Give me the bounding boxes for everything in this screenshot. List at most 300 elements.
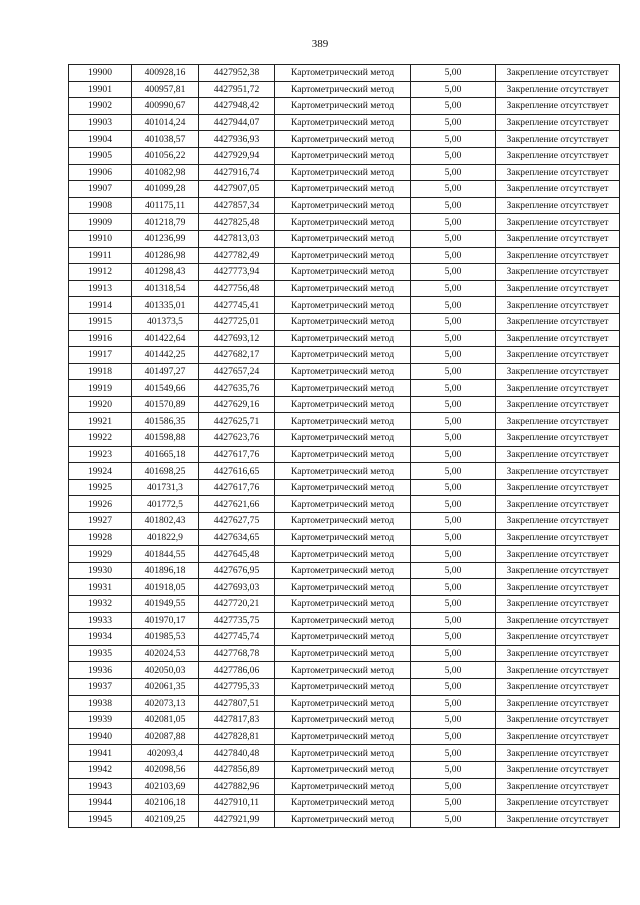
table-row xyxy=(69,363,620,380)
point-number-cell: 19902 xyxy=(69,98,132,115)
x-coordinate-cell: 401665,18 xyxy=(132,446,199,463)
y-coordinate-cell: 4427634,65 xyxy=(199,529,275,546)
method-cell: Картометрический метод xyxy=(275,197,411,214)
fixing-cell: Закрепление отсутствует xyxy=(496,347,620,364)
point-number-cell: 19941 xyxy=(69,745,132,762)
x-coordinate-cell: 401598,88 xyxy=(132,430,199,447)
method-cell: Картометрический метод xyxy=(275,280,411,297)
fixing-cell: Закрепление отсутствует xyxy=(496,761,620,778)
fixing-cell: Закрепление отсутствует xyxy=(496,496,620,513)
point-number-cell: 19921 xyxy=(69,413,132,430)
x-coordinate-cell: 401549,66 xyxy=(132,380,199,397)
accuracy-cell: 5,00 xyxy=(411,98,496,115)
fixing-cell: Закрепление отсутствует xyxy=(496,313,620,330)
table-row xyxy=(69,297,620,314)
accuracy-cell: 5,00 xyxy=(411,413,496,430)
table-row xyxy=(69,197,620,214)
table-row xyxy=(69,579,620,596)
y-coordinate-cell: 4427882,96 xyxy=(199,778,275,795)
fixing-cell: Закрепление отсутствует xyxy=(496,662,620,679)
table-row xyxy=(69,529,620,546)
fixing-cell: Закрепление отсутствует xyxy=(496,330,620,347)
method-cell: Картометрический метод xyxy=(275,164,411,181)
accuracy-cell: 5,00 xyxy=(411,81,496,98)
y-coordinate-cell: 4427627,75 xyxy=(199,513,275,530)
fixing-cell: Закрепление отсутствует xyxy=(496,463,620,480)
fixing-cell: Закрепление отсутствует xyxy=(496,695,620,712)
table-row xyxy=(69,380,620,397)
x-coordinate-cell: 401918,05 xyxy=(132,579,199,596)
accuracy-cell: 5,00 xyxy=(411,529,496,546)
point-number-cell: 19905 xyxy=(69,147,132,164)
accuracy-cell: 5,00 xyxy=(411,463,496,480)
accuracy-cell: 5,00 xyxy=(411,197,496,214)
accuracy-cell: 5,00 xyxy=(411,596,496,613)
x-coordinate-cell: 402073,13 xyxy=(132,695,199,712)
point-number-cell: 19929 xyxy=(69,546,132,563)
x-coordinate-cell: 401318,54 xyxy=(132,280,199,297)
table-row xyxy=(69,330,620,347)
fixing-cell: Закрепление отсутствует xyxy=(496,596,620,613)
method-cell: Картометрический метод xyxy=(275,562,411,579)
x-coordinate-cell: 401772,5 xyxy=(132,496,199,513)
y-coordinate-cell: 4427657,24 xyxy=(199,363,275,380)
x-coordinate-cell: 401373,5 xyxy=(132,313,199,330)
method-cell: Картометрический метод xyxy=(275,761,411,778)
x-coordinate-cell: 401570,89 xyxy=(132,396,199,413)
fixing-cell: Закрепление отсутствует xyxy=(496,546,620,563)
method-cell: Картометрический метод xyxy=(275,147,411,164)
x-coordinate-cell: 402050,03 xyxy=(132,662,199,679)
x-coordinate-cell: 402087,88 xyxy=(132,728,199,745)
y-coordinate-cell: 4427645,48 xyxy=(199,546,275,563)
fixing-cell: Закрепление отсутствует xyxy=(496,728,620,745)
table-row xyxy=(69,413,620,430)
x-coordinate-cell: 402093,4 xyxy=(132,745,199,762)
table-row xyxy=(69,778,620,795)
table-row xyxy=(69,247,620,264)
x-coordinate-cell: 401802,43 xyxy=(132,513,199,530)
point-number-cell: 19901 xyxy=(69,81,132,98)
y-coordinate-cell: 4427693,03 xyxy=(199,579,275,596)
accuracy-cell: 5,00 xyxy=(411,164,496,181)
table-row xyxy=(69,280,620,297)
x-coordinate-cell: 402109,25 xyxy=(132,811,199,828)
method-cell: Картометрический метод xyxy=(275,98,411,115)
accuracy-cell: 5,00 xyxy=(411,496,496,513)
x-coordinate-cell: 400990,67 xyxy=(132,98,199,115)
accuracy-cell: 5,00 xyxy=(411,546,496,563)
x-coordinate-cell: 401949,55 xyxy=(132,596,199,613)
table-row xyxy=(69,496,620,513)
y-coordinate-cell: 4427944,07 xyxy=(199,114,275,131)
table-row xyxy=(69,98,620,115)
method-cell: Картометрический метод xyxy=(275,181,411,198)
point-number-cell: 19912 xyxy=(69,264,132,281)
method-cell: Картометрический метод xyxy=(275,330,411,347)
accuracy-cell: 5,00 xyxy=(411,479,496,496)
method-cell: Картометрический метод xyxy=(275,297,411,314)
fixing-cell: Закрепление отсутствует xyxy=(496,579,620,596)
method-cell: Картометрический метод xyxy=(275,645,411,662)
table-row xyxy=(69,114,620,131)
accuracy-cell: 5,00 xyxy=(411,181,496,198)
y-coordinate-cell: 4427745,41 xyxy=(199,297,275,314)
table-row xyxy=(69,795,620,812)
fixing-cell: Закрепление отсутствует xyxy=(496,413,620,430)
fixing-cell: Закрепление отсутствует xyxy=(496,678,620,695)
y-coordinate-cell: 4427768,78 xyxy=(199,645,275,662)
fixing-cell: Закрепление отсутствует xyxy=(496,513,620,530)
x-coordinate-cell: 401335,01 xyxy=(132,297,199,314)
x-coordinate-cell: 400928,16 xyxy=(132,65,199,82)
y-coordinate-cell: 4427910,11 xyxy=(199,795,275,812)
table-row xyxy=(69,214,620,231)
method-cell: Картометрический метод xyxy=(275,612,411,629)
fixing-cell: Закрепление отсутствует xyxy=(496,795,620,812)
y-coordinate-cell: 4427725,01 xyxy=(199,313,275,330)
x-coordinate-cell: 402103,69 xyxy=(132,778,199,795)
table-row xyxy=(69,728,620,745)
x-coordinate-cell: 401298,43 xyxy=(132,264,199,281)
method-cell: Картометрический метод xyxy=(275,778,411,795)
accuracy-cell: 5,00 xyxy=(411,579,496,596)
accuracy-cell: 5,00 xyxy=(411,214,496,231)
point-number-cell: 19923 xyxy=(69,446,132,463)
method-cell: Картометрический метод xyxy=(275,446,411,463)
y-coordinate-cell: 4427693,12 xyxy=(199,330,275,347)
y-coordinate-cell: 4427720,21 xyxy=(199,596,275,613)
x-coordinate-cell: 401014,24 xyxy=(132,114,199,131)
fixing-cell: Закрепление отсутствует xyxy=(496,164,620,181)
accuracy-cell: 5,00 xyxy=(411,745,496,762)
fixing-cell: Закрепление отсутствует xyxy=(496,65,620,82)
table-row xyxy=(69,596,620,613)
x-coordinate-cell: 401236,99 xyxy=(132,230,199,247)
x-coordinate-cell: 401586,35 xyxy=(132,413,199,430)
y-coordinate-cell: 4427617,76 xyxy=(199,446,275,463)
point-number-cell: 19935 xyxy=(69,645,132,662)
method-cell: Картометрический метод xyxy=(275,496,411,513)
table-row xyxy=(69,264,620,281)
table-row xyxy=(69,131,620,148)
fixing-cell: Закрепление отсутствует xyxy=(496,612,620,629)
x-coordinate-cell: 401896,18 xyxy=(132,562,199,579)
y-coordinate-cell: 4427682,17 xyxy=(199,347,275,364)
point-number-cell: 19933 xyxy=(69,612,132,629)
table-row xyxy=(69,396,620,413)
point-number-cell: 19908 xyxy=(69,197,132,214)
method-cell: Картометрический метод xyxy=(275,529,411,546)
point-number-cell: 19939 xyxy=(69,712,132,729)
point-number-cell: 19925 xyxy=(69,479,132,496)
point-number-cell: 19945 xyxy=(69,811,132,828)
y-coordinate-cell: 4427857,34 xyxy=(199,197,275,214)
point-number-cell: 19913 xyxy=(69,280,132,297)
table-row xyxy=(69,446,620,463)
method-cell: Картометрический метод xyxy=(275,313,411,330)
accuracy-cell: 5,00 xyxy=(411,131,496,148)
fixing-cell: Закрепление отсутствует xyxy=(496,380,620,397)
point-number-cell: 19916 xyxy=(69,330,132,347)
accuracy-cell: 5,00 xyxy=(411,695,496,712)
accuracy-cell: 5,00 xyxy=(411,114,496,131)
point-number-cell: 19920 xyxy=(69,396,132,413)
table-row xyxy=(69,695,620,712)
y-coordinate-cell: 4427635,76 xyxy=(199,380,275,397)
y-coordinate-cell: 4427629,16 xyxy=(199,396,275,413)
table-row xyxy=(69,745,620,762)
accuracy-cell: 5,00 xyxy=(411,247,496,264)
x-coordinate-cell: 401422,64 xyxy=(132,330,199,347)
method-cell: Картометрический метод xyxy=(275,65,411,82)
fixing-cell: Закрепление отсутствует xyxy=(496,280,620,297)
y-coordinate-cell: 4427921,99 xyxy=(199,811,275,828)
table-row xyxy=(69,678,620,695)
fixing-cell: Закрепление отсутствует xyxy=(496,446,620,463)
point-number-cell: 19927 xyxy=(69,513,132,530)
x-coordinate-cell: 401218,79 xyxy=(132,214,199,231)
fixing-cell: Закрепление отсутствует xyxy=(496,479,620,496)
accuracy-cell: 5,00 xyxy=(411,678,496,695)
y-coordinate-cell: 4427623,76 xyxy=(199,430,275,447)
y-coordinate-cell: 4427948,42 xyxy=(199,98,275,115)
point-number-cell: 19944 xyxy=(69,795,132,812)
table-row xyxy=(69,629,620,646)
x-coordinate-cell: 401056,22 xyxy=(132,147,199,164)
fixing-cell: Закрепление отсутствует xyxy=(496,264,620,281)
x-coordinate-cell: 402061,35 xyxy=(132,678,199,695)
accuracy-cell: 5,00 xyxy=(411,513,496,530)
accuracy-cell: 5,00 xyxy=(411,297,496,314)
page-number: 389 xyxy=(311,38,329,50)
y-coordinate-cell: 4427621,66 xyxy=(199,496,275,513)
table-row xyxy=(69,463,620,480)
accuracy-cell: 5,00 xyxy=(411,396,496,413)
point-number-cell: 19922 xyxy=(69,430,132,447)
fixing-cell: Закрепление отсутствует xyxy=(496,181,620,198)
accuracy-cell: 5,00 xyxy=(411,761,496,778)
fixing-cell: Закрепление отсутствует xyxy=(496,363,620,380)
point-number-cell: 19932 xyxy=(69,596,132,613)
method-cell: Картометрический метод xyxy=(275,430,411,447)
method-cell: Картометрический метод xyxy=(275,629,411,646)
accuracy-cell: 5,00 xyxy=(411,65,496,82)
method-cell: Картометрический метод xyxy=(275,247,411,264)
accuracy-cell: 5,00 xyxy=(411,612,496,629)
x-coordinate-cell: 401038,57 xyxy=(132,131,199,148)
coordinates-table xyxy=(68,64,620,828)
method-cell: Картометрический метод xyxy=(275,264,411,281)
method-cell: Картометрический метод xyxy=(275,662,411,679)
x-coordinate-cell: 400957,81 xyxy=(132,81,199,98)
point-number-cell: 19907 xyxy=(69,181,132,198)
accuracy-cell: 5,00 xyxy=(411,313,496,330)
table-row xyxy=(69,562,620,579)
method-cell: Картометрический метод xyxy=(275,745,411,762)
point-number-cell: 19924 xyxy=(69,463,132,480)
method-cell: Картометрический метод xyxy=(275,579,411,596)
table-row xyxy=(69,761,620,778)
y-coordinate-cell: 4427676,95 xyxy=(199,562,275,579)
point-number-cell: 19937 xyxy=(69,678,132,695)
fixing-cell: Закрепление отсутствует xyxy=(496,629,620,646)
accuracy-cell: 5,00 xyxy=(411,662,496,679)
y-coordinate-cell: 4427786,06 xyxy=(199,662,275,679)
table-row xyxy=(69,712,620,729)
point-number-cell: 19915 xyxy=(69,313,132,330)
point-number-cell: 19904 xyxy=(69,131,132,148)
x-coordinate-cell: 401442,25 xyxy=(132,347,199,364)
fixing-cell: Закрепление отсутствует xyxy=(496,197,620,214)
point-number-cell: 19911 xyxy=(69,247,132,264)
point-number-cell: 19930 xyxy=(69,562,132,579)
point-number-cell: 19926 xyxy=(69,496,132,513)
y-coordinate-cell: 4427813,03 xyxy=(199,230,275,247)
x-coordinate-cell: 402024,53 xyxy=(132,645,199,662)
accuracy-cell: 5,00 xyxy=(411,562,496,579)
accuracy-cell: 5,00 xyxy=(411,363,496,380)
point-number-cell: 19918 xyxy=(69,363,132,380)
method-cell: Картометрический метод xyxy=(275,81,411,98)
table-row xyxy=(69,81,620,98)
x-coordinate-cell: 401099,28 xyxy=(132,181,199,198)
table-row xyxy=(69,479,620,496)
point-number-cell: 19942 xyxy=(69,761,132,778)
y-coordinate-cell: 4427782,49 xyxy=(199,247,275,264)
x-coordinate-cell: 402098,56 xyxy=(132,761,199,778)
table-row xyxy=(69,230,620,247)
y-coordinate-cell: 4427840,48 xyxy=(199,745,275,762)
accuracy-cell: 5,00 xyxy=(411,230,496,247)
table-row xyxy=(69,164,620,181)
y-coordinate-cell: 4427951,72 xyxy=(199,81,275,98)
y-coordinate-cell: 4427795,33 xyxy=(199,678,275,695)
method-cell: Картометрический метод xyxy=(275,513,411,530)
accuracy-cell: 5,00 xyxy=(411,380,496,397)
method-cell: Картометрический метод xyxy=(275,347,411,364)
point-number-cell: 19936 xyxy=(69,662,132,679)
accuracy-cell: 5,00 xyxy=(411,629,496,646)
table-row xyxy=(69,811,620,828)
y-coordinate-cell: 4427807,51 xyxy=(199,695,275,712)
accuracy-cell: 5,00 xyxy=(411,712,496,729)
x-coordinate-cell: 401985,53 xyxy=(132,629,199,646)
point-number-cell: 19917 xyxy=(69,347,132,364)
y-coordinate-cell: 4427952,38 xyxy=(199,65,275,82)
fixing-cell: Закрепление отсутствует xyxy=(496,645,620,662)
method-cell: Картометрический метод xyxy=(275,413,411,430)
method-cell: Картометрический метод xyxy=(275,479,411,496)
fixing-cell: Закрепление отсутствует xyxy=(496,562,620,579)
method-cell: Картометрический метод xyxy=(275,380,411,397)
y-coordinate-cell: 4427828,81 xyxy=(199,728,275,745)
point-number-cell: 19910 xyxy=(69,230,132,247)
y-coordinate-cell: 4427907,05 xyxy=(199,181,275,198)
y-coordinate-cell: 4427825,48 xyxy=(199,214,275,231)
fixing-cell: Закрепление отсутствует xyxy=(496,430,620,447)
fixing-cell: Закрепление отсутствует xyxy=(496,529,620,546)
method-cell: Картометрический метод xyxy=(275,546,411,563)
y-coordinate-cell: 4427756,48 xyxy=(199,280,275,297)
fixing-cell: Закрепление отсутствует xyxy=(496,131,620,148)
y-coordinate-cell: 4427817,83 xyxy=(199,712,275,729)
table-row xyxy=(69,430,620,447)
accuracy-cell: 5,00 xyxy=(411,811,496,828)
y-coordinate-cell: 4427936,93 xyxy=(199,131,275,148)
table-row xyxy=(69,662,620,679)
fixing-cell: Закрепление отсутствует xyxy=(496,811,620,828)
x-coordinate-cell: 402106,18 xyxy=(132,795,199,812)
method-cell: Картометрический метод xyxy=(275,214,411,231)
point-number-cell: 19928 xyxy=(69,529,132,546)
x-coordinate-cell: 401175,11 xyxy=(132,197,199,214)
accuracy-cell: 5,00 xyxy=(411,778,496,795)
y-coordinate-cell: 4427735,75 xyxy=(199,612,275,629)
fixing-cell: Закрепление отсутствует xyxy=(496,214,620,231)
point-number-cell: 19900 xyxy=(69,65,132,82)
table-row xyxy=(69,313,620,330)
point-number-cell: 19919 xyxy=(69,380,132,397)
x-coordinate-cell: 402081,05 xyxy=(132,712,199,729)
y-coordinate-cell: 4427856,89 xyxy=(199,761,275,778)
table-row xyxy=(69,513,620,530)
fixing-cell: Закрепление отсутствует xyxy=(496,247,620,264)
table-row xyxy=(69,645,620,662)
x-coordinate-cell: 401497,27 xyxy=(132,363,199,380)
point-number-cell: 19943 xyxy=(69,778,132,795)
fixing-cell: Закрепление отсутствует xyxy=(496,230,620,247)
x-coordinate-cell: 401970,17 xyxy=(132,612,199,629)
accuracy-cell: 5,00 xyxy=(411,280,496,297)
table-row xyxy=(69,147,620,164)
x-coordinate-cell: 401731,3 xyxy=(132,479,199,496)
accuracy-cell: 5,00 xyxy=(411,645,496,662)
y-coordinate-cell: 4427773,94 xyxy=(199,264,275,281)
method-cell: Картометрический метод xyxy=(275,712,411,729)
point-number-cell: 19903 xyxy=(69,114,132,131)
table-row xyxy=(69,612,620,629)
y-coordinate-cell: 4427617,76 xyxy=(199,479,275,496)
y-coordinate-cell: 4427929,94 xyxy=(199,147,275,164)
accuracy-cell: 5,00 xyxy=(411,795,496,812)
x-coordinate-cell: 401082,98 xyxy=(132,164,199,181)
accuracy-cell: 5,00 xyxy=(411,446,496,463)
method-cell: Картометрический метод xyxy=(275,363,411,380)
fixing-cell: Закрепление отсутствует xyxy=(496,114,620,131)
y-coordinate-cell: 4427616,65 xyxy=(199,463,275,480)
y-coordinate-cell: 4427625,71 xyxy=(199,413,275,430)
table-row xyxy=(69,65,620,82)
fixing-cell: Закрепление отсутствует xyxy=(496,81,620,98)
accuracy-cell: 5,00 xyxy=(411,728,496,745)
method-cell: Картометрический метод xyxy=(275,728,411,745)
method-cell: Картометрический метод xyxy=(275,678,411,695)
method-cell: Картометрический метод xyxy=(275,795,411,812)
y-coordinate-cell: 4427916,74 xyxy=(199,164,275,181)
method-cell: Картометрический метод xyxy=(275,396,411,413)
point-number-cell: 19906 xyxy=(69,164,132,181)
x-coordinate-cell: 401844,55 xyxy=(132,546,199,563)
method-cell: Картометрический метод xyxy=(275,811,411,828)
point-number-cell: 19940 xyxy=(69,728,132,745)
y-coordinate-cell: 4427745,74 xyxy=(199,629,275,646)
method-cell: Картометрический метод xyxy=(275,695,411,712)
fixing-cell: Закрепление отсутствует xyxy=(496,745,620,762)
method-cell: Картометрический метод xyxy=(275,596,411,613)
fixing-cell: Закрепление отсутствует xyxy=(496,712,620,729)
fixing-cell: Закрепление отсутствует xyxy=(496,147,620,164)
